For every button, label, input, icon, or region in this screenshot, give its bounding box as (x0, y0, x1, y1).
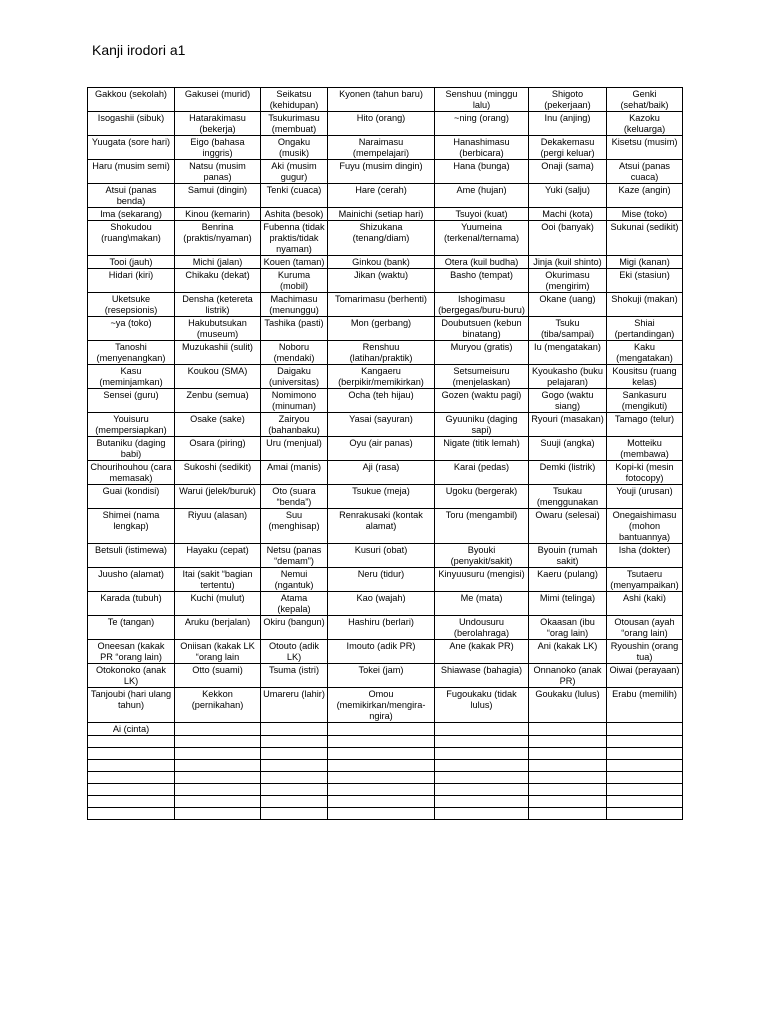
table-cell: Omou (memikirkan/mengira-ngira) (328, 688, 435, 723)
table-cell: Atama (kepala) (261, 592, 328, 616)
table-cell: Neru (tidur) (328, 568, 435, 592)
table-cell: Machimasu (menunggu) (261, 293, 328, 317)
empty-table-cell (328, 784, 435, 796)
table-cell: Kuchi (mulut) (175, 592, 261, 616)
table-cell (261, 723, 328, 736)
table-cell: Hare (cerah) (328, 184, 435, 208)
table-cell: Hanashimasu (berbicara) (435, 136, 529, 160)
table-cell: Otto (suami) (175, 664, 261, 688)
empty-table-cell (529, 796, 607, 808)
table-cell: Ooi (banyak) (529, 221, 607, 256)
table-cell: Okaasan (ibu “orag lain) (529, 616, 607, 640)
table-cell: Warui (jelek/buruk) (175, 485, 261, 509)
empty-table-cell (607, 784, 683, 796)
table-cell: Shiawase (bahagia) (435, 664, 529, 688)
empty-table-cell (88, 808, 175, 820)
table-cell: Iu (mengatakan) (529, 341, 607, 365)
empty-table-cell (261, 772, 328, 784)
vocabulary-table (87, 87, 683, 820)
empty-table-cell (88, 784, 175, 796)
table-cell: Kuruma (mobil) (261, 269, 328, 293)
empty-table-cell (529, 760, 607, 772)
empty-table-cell (175, 760, 261, 772)
table-cell: Ane (kakak PR) (435, 640, 529, 664)
table-cell: Tsuma (istri) (261, 664, 328, 688)
table-cell: Oto (suara “benda”) (261, 485, 328, 509)
table-cell: Onaji (sama) (529, 160, 607, 184)
empty-table-cell (435, 748, 529, 760)
table-cell: Kinou (kemarin) (175, 208, 261, 221)
table-cell: Otokonoko (anak LK) (88, 664, 175, 688)
table-cell: Yuki (salju) (529, 184, 607, 208)
table-cell: Youisuru (mempersiapkan) (88, 413, 175, 437)
empty-table-cell (88, 748, 175, 760)
table-cell: Suuji (angka) (529, 437, 607, 461)
table-cell (328, 723, 435, 736)
table-cell: Kyonen (tahun baru) (328, 88, 435, 112)
table-cell: Me (mata) (435, 592, 529, 616)
table-cell: Otera (kuil budha) (435, 256, 529, 269)
table-cell: Nigate (titik lemah) (435, 437, 529, 461)
table-cell: Hakubutsukan (museum) (175, 317, 261, 341)
table-cell: Te (tangan) (88, 616, 175, 640)
table-cell: Yasai (sayuran) (328, 413, 435, 437)
table-cell: Ocha (teh hijau) (328, 389, 435, 413)
table-cell: Kao (wajah) (328, 592, 435, 616)
table-row (88, 485, 683, 509)
table-row (88, 221, 683, 256)
table-cell: Kaeru (pulang) (529, 568, 607, 592)
table-cell: Betsuli (istimewa) (88, 544, 175, 568)
table-cell: Tsuyoi (kuat) (435, 208, 529, 221)
table-row (88, 389, 683, 413)
table-cell: Gozen (waktu pagi) (435, 389, 529, 413)
table-cell (607, 723, 683, 736)
table-row (88, 88, 683, 112)
table-cell: Fubenna (tidak praktis/tidak nyaman) (261, 221, 328, 256)
empty-table-cell (607, 736, 683, 748)
table-cell: Shimei (nama lengkap) (88, 509, 175, 544)
table-cell: Kaku (mengatakan) (607, 341, 683, 365)
table-cell: Kousitsu (ruang kelas) (607, 365, 683, 389)
table-cell: Atsui (panas benda) (88, 184, 175, 208)
table-cell: Amai (manis) (261, 461, 328, 485)
table-cell: Kinyuusuru (mengisi) (435, 568, 529, 592)
table-cell: Isogashii (sibuk) (88, 112, 175, 136)
table-row (88, 461, 683, 485)
table-cell: Riyuu (alasan) (175, 509, 261, 544)
table-cell: Doubutsuen (kebun binatang) (435, 317, 529, 341)
table-row (88, 616, 683, 640)
table-cell: Tamago (telur) (607, 413, 683, 437)
table-cell: Hito (orang) (328, 112, 435, 136)
table-cell: Uketsuke (resepsionis) (88, 293, 175, 317)
empty-table-cell (435, 808, 529, 820)
table-cell: Dekakemasu (pergi keluar) (529, 136, 607, 160)
table-cell: Setsumeisuru (menjelaskan) (435, 365, 529, 389)
table-cell: Atsui (panas cuaca) (607, 160, 683, 184)
table-row (88, 509, 683, 544)
empty-table-cell (529, 772, 607, 784)
empty-table-cell (88, 772, 175, 784)
empty-table-cell (435, 772, 529, 784)
table-cell: Noboru (mendaki) (261, 341, 328, 365)
table-cell: Aki (musim gugur) (261, 160, 328, 184)
table-cell: Toru (mengambil) (435, 509, 529, 544)
table-cell: Hana (bunga) (435, 160, 529, 184)
table-cell: Okane (uang) (529, 293, 607, 317)
table-cell: Ishogimasu (bergegas/buru-buru) (435, 293, 529, 317)
table-row (88, 437, 683, 461)
table-cell: Tomarimasu (berhenti) (328, 293, 435, 317)
table-cell: Erabu (memilih) (607, 688, 683, 723)
table-cell: Oniisan (kakak LK “orang lain (175, 640, 261, 664)
table-cell: Goukaku (lulus) (529, 688, 607, 723)
table-cell: Jikan (waktu) (328, 269, 435, 293)
table-cell: Zenbu (semua) (175, 389, 261, 413)
table-cell: Chikaku (dekat) (175, 269, 261, 293)
table-cell: Gyuuniku (daging sapi) (435, 413, 529, 437)
table-row (88, 184, 683, 208)
table-cell: Netsu (panas “demam”) (261, 544, 328, 568)
table-cell: Kopi-ki (mesin fotocopy) (607, 461, 683, 485)
table-cell: Renrakusaki (kontak alamat) (328, 509, 435, 544)
empty-table-cell (529, 808, 607, 820)
table-cell: Fuyu (musim dingin) (328, 160, 435, 184)
table-cell: Nomimono (minuman) (261, 389, 328, 413)
table-cell: Mimi (telinga) (529, 592, 607, 616)
table-cell: Oneesan (kakak PR “orang lain) (88, 640, 175, 664)
table-cell: Koukou (SMA) (175, 365, 261, 389)
table-cell: Tsuku (tiba/sampai) (529, 317, 607, 341)
table-cell: Guai (kondisi) (88, 485, 175, 509)
table-cell: Daigaku (universitas) (261, 365, 328, 389)
table-cell: Sukoshi (sedikit) (175, 461, 261, 485)
table-cell: Juusho (alamat) (88, 568, 175, 592)
empty-table-cell (175, 772, 261, 784)
table-cell: Gogo (waktu siang) (529, 389, 607, 413)
table-cell: Gakkou (sekolah) (88, 88, 175, 112)
table-cell: Shiai (pertandingan) (607, 317, 683, 341)
table-cell: Osake (sake) (175, 413, 261, 437)
empty-table-cell (328, 748, 435, 760)
table-cell: Eigo (bahasa inggris) (175, 136, 261, 160)
table-cell (529, 723, 607, 736)
table-cell: Genki (sehat/baik) (607, 88, 683, 112)
table-cell: Onnanoko (anak PR) (529, 664, 607, 688)
table-row (88, 208, 683, 221)
table-cell: Okurimasu (mengirim) (529, 269, 607, 293)
table-row (88, 592, 683, 616)
empty-table-cell (435, 784, 529, 796)
table-cell: Kaze (angin) (607, 184, 683, 208)
empty-table-cell (607, 772, 683, 784)
document-title: Kanji irodori a1 (92, 42, 186, 58)
table-cell: Chourihouhou (cara memasak) (88, 461, 175, 485)
table-row (88, 664, 683, 688)
table-row (88, 544, 683, 568)
table-cell: Zairyou (bahanbaku) (261, 413, 328, 437)
table-cell: Motteiku (membawa) (607, 437, 683, 461)
table-cell: Oiwai (perayaan) (607, 664, 683, 688)
table-row (88, 269, 683, 293)
empty-table-row (88, 796, 683, 808)
table-cell: Samui (dingin) (175, 184, 261, 208)
table-cell: Machi (kota) (529, 208, 607, 221)
table-cell: Byouki (penyakit/sakit) (435, 544, 529, 568)
table-row (88, 413, 683, 437)
empty-table-cell (607, 796, 683, 808)
table-cell: Youji (urusan) (607, 485, 683, 509)
table-cell: Tanjoubi (hari ulang tahun) (88, 688, 175, 723)
table-cell: Fugoukaku (tidak lulus) (435, 688, 529, 723)
table-cell: Kusuri (obat) (328, 544, 435, 568)
table-cell: Kasu (meminjamkan) (88, 365, 175, 389)
empty-table-cell (261, 760, 328, 772)
table-cell: Natsu (musim panas) (175, 160, 261, 184)
table-cell: Ashita (besok) (261, 208, 328, 221)
table-cell: Inu (anjing) (529, 112, 607, 136)
table-cell: Sensei (guru) (88, 389, 175, 413)
table-cell: Ryouri (masakan) (529, 413, 607, 437)
empty-table-cell (328, 808, 435, 820)
table-cell: Tsukurimasu (membuat) (261, 112, 328, 136)
empty-table-cell (607, 760, 683, 772)
table-cell: Ashi (kaki) (607, 592, 683, 616)
empty-table-cell (175, 796, 261, 808)
table-cell: Imouto (adik PR) (328, 640, 435, 664)
empty-table-cell (435, 760, 529, 772)
empty-table-cell (88, 760, 175, 772)
table-cell: Ginkou (bank) (328, 256, 435, 269)
empty-table-cell (261, 736, 328, 748)
table-cell: Yuugata (sore hari) (88, 136, 175, 160)
empty-table-row (88, 808, 683, 820)
table-cell: Aruku (berjalan) (175, 616, 261, 640)
table-cell: Sankasuru (mengikuti) (607, 389, 683, 413)
empty-table-cell (529, 784, 607, 796)
table-row (88, 688, 683, 723)
empty-table-cell (261, 808, 328, 820)
table-cell: Otousan (ayah “orang lain) (607, 616, 683, 640)
table-cell: Osara (piring) (175, 437, 261, 461)
empty-table-cell (529, 736, 607, 748)
table-cell (435, 723, 529, 736)
empty-table-cell (261, 784, 328, 796)
table-cell: Kazoku (keluarga) (607, 112, 683, 136)
table-cell: Tsukue (meja) (328, 485, 435, 509)
table-cell: Densha (ketereta listrik) (175, 293, 261, 317)
table-cell: Okiru (bangun) (261, 616, 328, 640)
table-cell: Tashika (pasti) (261, 317, 328, 341)
table-cell: Otouto (adik LK) (261, 640, 328, 664)
table-cell: Michi (jalan) (175, 256, 261, 269)
table-cell: Isha (dokter) (607, 544, 683, 568)
table-row (88, 365, 683, 389)
table-cell: Yuumeina (terkenal/ternama) (435, 221, 529, 256)
table-row (88, 640, 683, 664)
table-cell: Shokuji (makan) (607, 293, 683, 317)
table-cell: Butaniku (daging babi) (88, 437, 175, 461)
empty-table-cell (261, 796, 328, 808)
table-cell: Kangaeru (berpikir/memikirkan) (328, 365, 435, 389)
table-cell: Mon (gerbang) (328, 317, 435, 341)
table-cell: Tenki (cuaca) (261, 184, 328, 208)
table-cell: Tanoshi (menyenangkan) (88, 341, 175, 365)
table-row (88, 293, 683, 317)
table-cell: Tooi (jauh) (88, 256, 175, 269)
empty-table-row (88, 784, 683, 796)
table-cell: Muzukashii (sulit) (175, 341, 261, 365)
table-row (88, 112, 683, 136)
table-cell: Basho (tempat) (435, 269, 529, 293)
table-row (88, 723, 683, 736)
table-cell: Gakusei (murid) (175, 88, 261, 112)
table-cell: ~ya (toko) (88, 317, 175, 341)
table-cell: Sukunai (sedikit) (607, 221, 683, 256)
table-cell: Kyoukasho (buku pelajaran) (529, 365, 607, 389)
table-cell: ~ning (orang) (435, 112, 529, 136)
table-cell: Ame (hujan) (435, 184, 529, 208)
empty-table-row (88, 736, 683, 748)
table-cell: Jinja (kuil shinto) (529, 256, 607, 269)
empty-table-cell (88, 736, 175, 748)
empty-table-cell (175, 748, 261, 760)
table-cell: Kisetsu (musim) (607, 136, 683, 160)
table-cell: Kouen (taman) (261, 256, 328, 269)
table-cell: Undousuru (berolahraga) (435, 616, 529, 640)
table-row (88, 256, 683, 269)
table-row (88, 317, 683, 341)
empty-table-cell (529, 748, 607, 760)
table-cell: Kekkon (pernikahan) (175, 688, 261, 723)
table-cell: Senshuu (minggu lalu) (435, 88, 529, 112)
table-cell: Naraimasu (mempelajari) (328, 136, 435, 160)
empty-table-cell (261, 748, 328, 760)
empty-table-cell (88, 796, 175, 808)
empty-table-cell (435, 796, 529, 808)
table-cell: Itai (sakit “bagian tertentu) (175, 568, 261, 592)
table-cell: Muryou (gratis) (435, 341, 529, 365)
table-cell: Shokudou (ruang\makan) (88, 221, 175, 256)
table-cell: Nemui (ngantuk) (261, 568, 328, 592)
table-cell: Karada (tubuh) (88, 592, 175, 616)
empty-table-cell (175, 736, 261, 748)
table-cell: Tokei (jam) (328, 664, 435, 688)
table-cell: Benrina (praktis/nyaman) (175, 221, 261, 256)
table-cell: Mainichi (setiap hari) (328, 208, 435, 221)
empty-table-row (88, 772, 683, 784)
table-cell: Seikatsu (kehidupan) (261, 88, 328, 112)
empty-table-cell (328, 772, 435, 784)
table-cell: Owaru (selesai) (529, 509, 607, 544)
empty-table-cell (175, 784, 261, 796)
table-cell: Byouin (rumah sakit) (529, 544, 607, 568)
table-cell: Haru (musim semi) (88, 160, 175, 184)
table-cell: Hashiru (berlari) (328, 616, 435, 640)
empty-table-cell (328, 736, 435, 748)
table-cell: Karai (pedas) (435, 461, 529, 485)
table-cell: Shigoto (pekerjaan) (529, 88, 607, 112)
empty-table-cell (328, 760, 435, 772)
table-cell: Hatarakimasu (bekerja) (175, 112, 261, 136)
table-row (88, 341, 683, 365)
table-row (88, 136, 683, 160)
table-cell: Tsutaeru (menyampaikan) (607, 568, 683, 592)
table-cell: Uru (menjual) (261, 437, 328, 461)
table-row (88, 160, 683, 184)
table-cell: Ugoku (bergerak) (435, 485, 529, 509)
table-cell: Suu (menghisap) (261, 509, 328, 544)
table-cell: Oyu (air panas) (328, 437, 435, 461)
empty-table-row (88, 748, 683, 760)
empty-table-cell (328, 796, 435, 808)
table-cell: Tsukau (menggunakan (529, 485, 607, 509)
table-cell: Ryoushin (orang tua) (607, 640, 683, 664)
empty-table-cell (175, 808, 261, 820)
table-cell: Ongaku (musik) (261, 136, 328, 160)
table-row (88, 568, 683, 592)
table-cell: Mise (toko) (607, 208, 683, 221)
table-cell: Migi (kanan) (607, 256, 683, 269)
table-cell: Hayaku (cepat) (175, 544, 261, 568)
table-cell: Aji (rasa) (328, 461, 435, 485)
table-cell: Demki (listrik) (529, 461, 607, 485)
table-cell: Hidari (kiri) (88, 269, 175, 293)
table-cell: Umareru (lahir) (261, 688, 328, 723)
table-cell: Ai (cinta) (88, 723, 175, 736)
table-cell: Shizukana (tenang/diam) (328, 221, 435, 256)
empty-table-cell (607, 748, 683, 760)
empty-table-cell (435, 736, 529, 748)
empty-table-cell (607, 808, 683, 820)
table-cell: Ani (kakak LK) (529, 640, 607, 664)
empty-table-row (88, 760, 683, 772)
vocabulary-table-body (88, 88, 683, 820)
table-cell: Renshuu (latihan/praktik) (328, 341, 435, 365)
table-cell: Eki (stasiun) (607, 269, 683, 293)
table-cell: Onegaishimasu (mohon bantuannya) (607, 509, 683, 544)
table-cell (175, 723, 261, 736)
table-cell: Ima (sekarang) (88, 208, 175, 221)
